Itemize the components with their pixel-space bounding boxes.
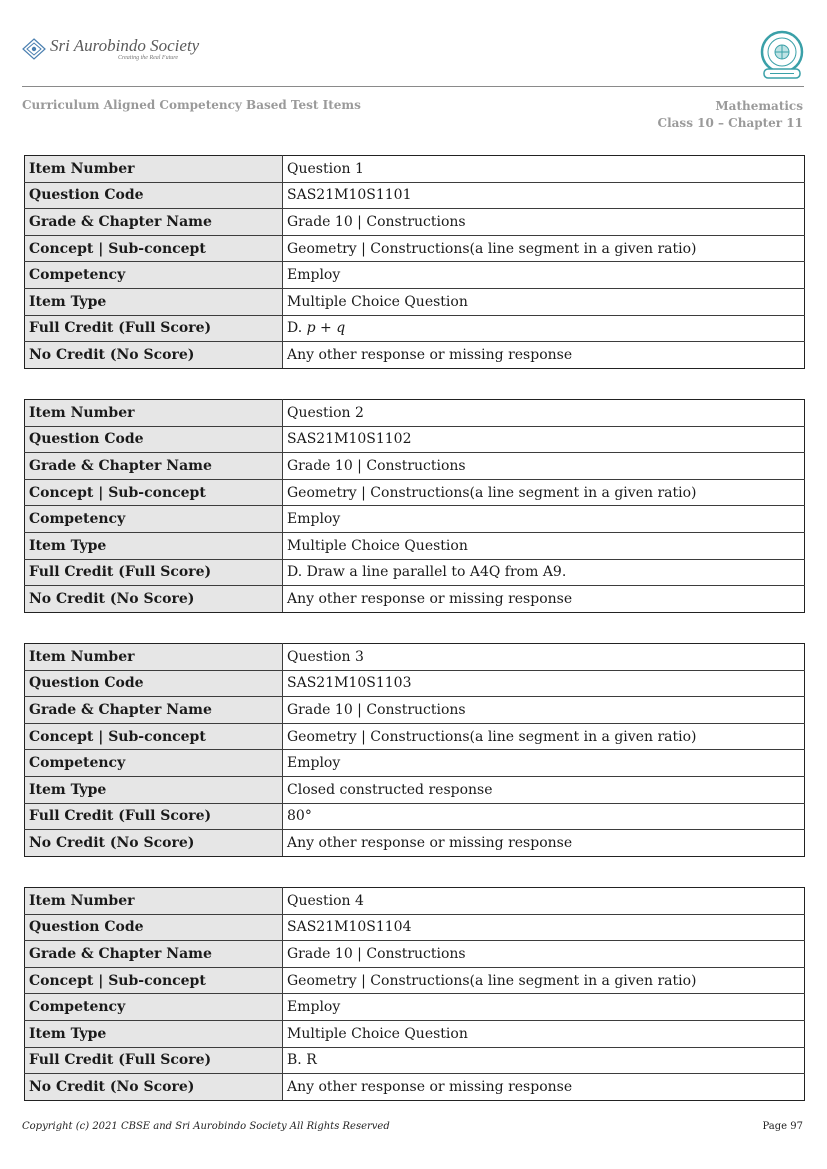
- row-label: Question Code: [25, 914, 283, 941]
- row-value: Any other response or missing response: [283, 586, 805, 613]
- row-label: Concept | Sub-concept: [25, 479, 283, 506]
- table-row: [25, 586, 805, 613]
- table-row: [25, 994, 805, 1021]
- row-label: Grade & Chapter Name: [25, 941, 283, 968]
- row-value: Question 2: [283, 400, 805, 427]
- table-row: [25, 288, 805, 315]
- row-label: Full Credit (Full Score): [25, 315, 283, 342]
- table-row: [25, 750, 805, 777]
- table-row: [25, 1047, 805, 1074]
- row-value: Multiple Choice Question: [283, 1020, 805, 1047]
- row-value: Question 3: [283, 644, 805, 671]
- logo-tagline: Creating the Real Future: [118, 55, 179, 61]
- row-label: No Credit (No Score): [25, 342, 283, 369]
- row-label: Item Type: [25, 532, 283, 559]
- table-row: [25, 830, 805, 857]
- row-value: Geometry | Constructions(a line segment in a given ratio): [283, 967, 805, 994]
- row-label: Item Type: [25, 288, 283, 315]
- table-row: [25, 235, 805, 262]
- table-row: [25, 262, 805, 289]
- row-value: Grade 10 | Constructions: [283, 209, 805, 236]
- table-row: [25, 182, 805, 209]
- row-value: Grade 10 | Constructions: [283, 697, 805, 724]
- row-label: Item Type: [25, 1020, 283, 1047]
- table-row: [25, 532, 805, 559]
- row-value: B. R: [283, 1047, 805, 1074]
- row-value: Multiple Choice Question: [283, 532, 805, 559]
- row-label: Concept | Sub-concept: [25, 723, 283, 750]
- row-label: Grade & Chapter Name: [25, 209, 283, 236]
- row-value: SAS21M10S1102: [283, 426, 805, 453]
- answer-expression: p + q: [306, 320, 346, 337]
- row-value: Any other response or missing response: [283, 830, 805, 857]
- row-label: Item Number: [25, 400, 283, 427]
- row-value: Grade 10 | Constructions: [283, 453, 805, 480]
- cbse-seal-icon: [758, 30, 806, 82]
- row-value: Geometry | Constructions(a line segment in a given ratio): [283, 235, 805, 262]
- row-label: Competency: [25, 750, 283, 777]
- row-label: No Credit (No Score): [25, 1074, 283, 1101]
- row-label: Full Credit (Full Score): [25, 803, 283, 830]
- row-label: Question Code: [25, 182, 283, 209]
- table-row: [25, 1020, 805, 1047]
- table-row: [25, 914, 805, 941]
- row-value: SAS21M10S1101: [283, 182, 805, 209]
- logo-name: Sri Aurobindo Society: [50, 36, 200, 55]
- table-row: [25, 209, 805, 236]
- row-value: Any other response or missing response: [283, 1074, 805, 1101]
- subject-info: [658, 98, 803, 132]
- society-emblem-icon: [22, 38, 46, 60]
- row-label: Grade & Chapter Name: [25, 453, 283, 480]
- row-value: 80°: [283, 803, 805, 830]
- table-row: [25, 776, 805, 803]
- row-value: Any other response or missing response: [283, 342, 805, 369]
- class-chapter: Class 10 – Chapter 11: [657, 116, 803, 130]
- table-row: [25, 670, 805, 697]
- sri-aurobindo-society-logo: [22, 37, 199, 61]
- table-row: [25, 941, 805, 968]
- table-row: [25, 888, 805, 915]
- table-row: [25, 967, 805, 994]
- row-label: Item Number: [25, 156, 283, 183]
- row-label: Competency: [25, 506, 283, 533]
- table-row: [25, 559, 805, 586]
- answer-option: D.: [287, 320, 307, 337]
- item-table-2: [24, 399, 805, 613]
- table-row: [25, 506, 805, 533]
- table-row: [25, 644, 805, 671]
- table-row: [25, 697, 805, 724]
- row-label: Concept | Sub-concept: [25, 235, 283, 262]
- row-label: Grade & Chapter Name: [25, 697, 283, 724]
- item-table-3: [24, 643, 805, 857]
- row-value: Grade 10 | Constructions: [283, 941, 805, 968]
- table-row: [25, 342, 805, 369]
- header-rule: [22, 86, 804, 87]
- row-value: Employ: [283, 994, 805, 1021]
- row-label: Full Credit (Full Score): [25, 559, 283, 586]
- page-number: Page 97: [762, 1121, 803, 1132]
- table-row: [25, 315, 805, 342]
- document-title: Curriculum Aligned Competency Based Test Items: [22, 98, 361, 112]
- row-value: Geometry | Constructions(a line segment in a given ratio): [283, 723, 805, 750]
- row-label: No Credit (No Score): [25, 586, 283, 613]
- copyright-notice: Copyright (c) 2021 CBSE and Sri Aurobindo Society All Rights Reserved: [22, 1121, 390, 1132]
- row-value: Question 4: [283, 888, 805, 915]
- row-label: Concept | Sub-concept: [25, 967, 283, 994]
- row-label: Full Credit (Full Score): [25, 1047, 283, 1074]
- row-value: Question 1: [283, 156, 805, 183]
- row-label: Item Number: [25, 644, 283, 671]
- row-label: Item Type: [25, 776, 283, 803]
- row-label: Competency: [25, 994, 283, 1021]
- subject-name: Mathematics: [715, 99, 803, 113]
- table-row: [25, 1074, 805, 1101]
- row-value: Closed constructed response: [283, 776, 805, 803]
- row-value: SAS21M10S1103: [283, 670, 805, 697]
- row-value: Employ: [283, 750, 805, 777]
- row-value: Multiple Choice Question: [283, 288, 805, 315]
- row-label: No Credit (No Score): [25, 830, 283, 857]
- row-label: Question Code: [25, 670, 283, 697]
- row-value: Employ: [283, 262, 805, 289]
- item-table-1: [24, 155, 805, 369]
- row-value: Geometry | Constructions(a line segment in a given ratio): [283, 479, 805, 506]
- table-row: [25, 156, 805, 183]
- row-value: D. Draw a line parallel to A4Q from A9.: [283, 559, 805, 586]
- row-label: Question Code: [25, 426, 283, 453]
- row-value: SAS21M10S1104: [283, 914, 805, 941]
- item-table-4: [24, 887, 805, 1101]
- table-row: [25, 479, 805, 506]
- table-row: [25, 453, 805, 480]
- row-value: Employ: [283, 506, 805, 533]
- table-row: [25, 723, 805, 750]
- table-row: [25, 426, 805, 453]
- table-row: [25, 400, 805, 427]
- table-row: [25, 803, 805, 830]
- row-value: [283, 315, 805, 342]
- row-label: Competency: [25, 262, 283, 289]
- row-label: Item Number: [25, 888, 283, 915]
